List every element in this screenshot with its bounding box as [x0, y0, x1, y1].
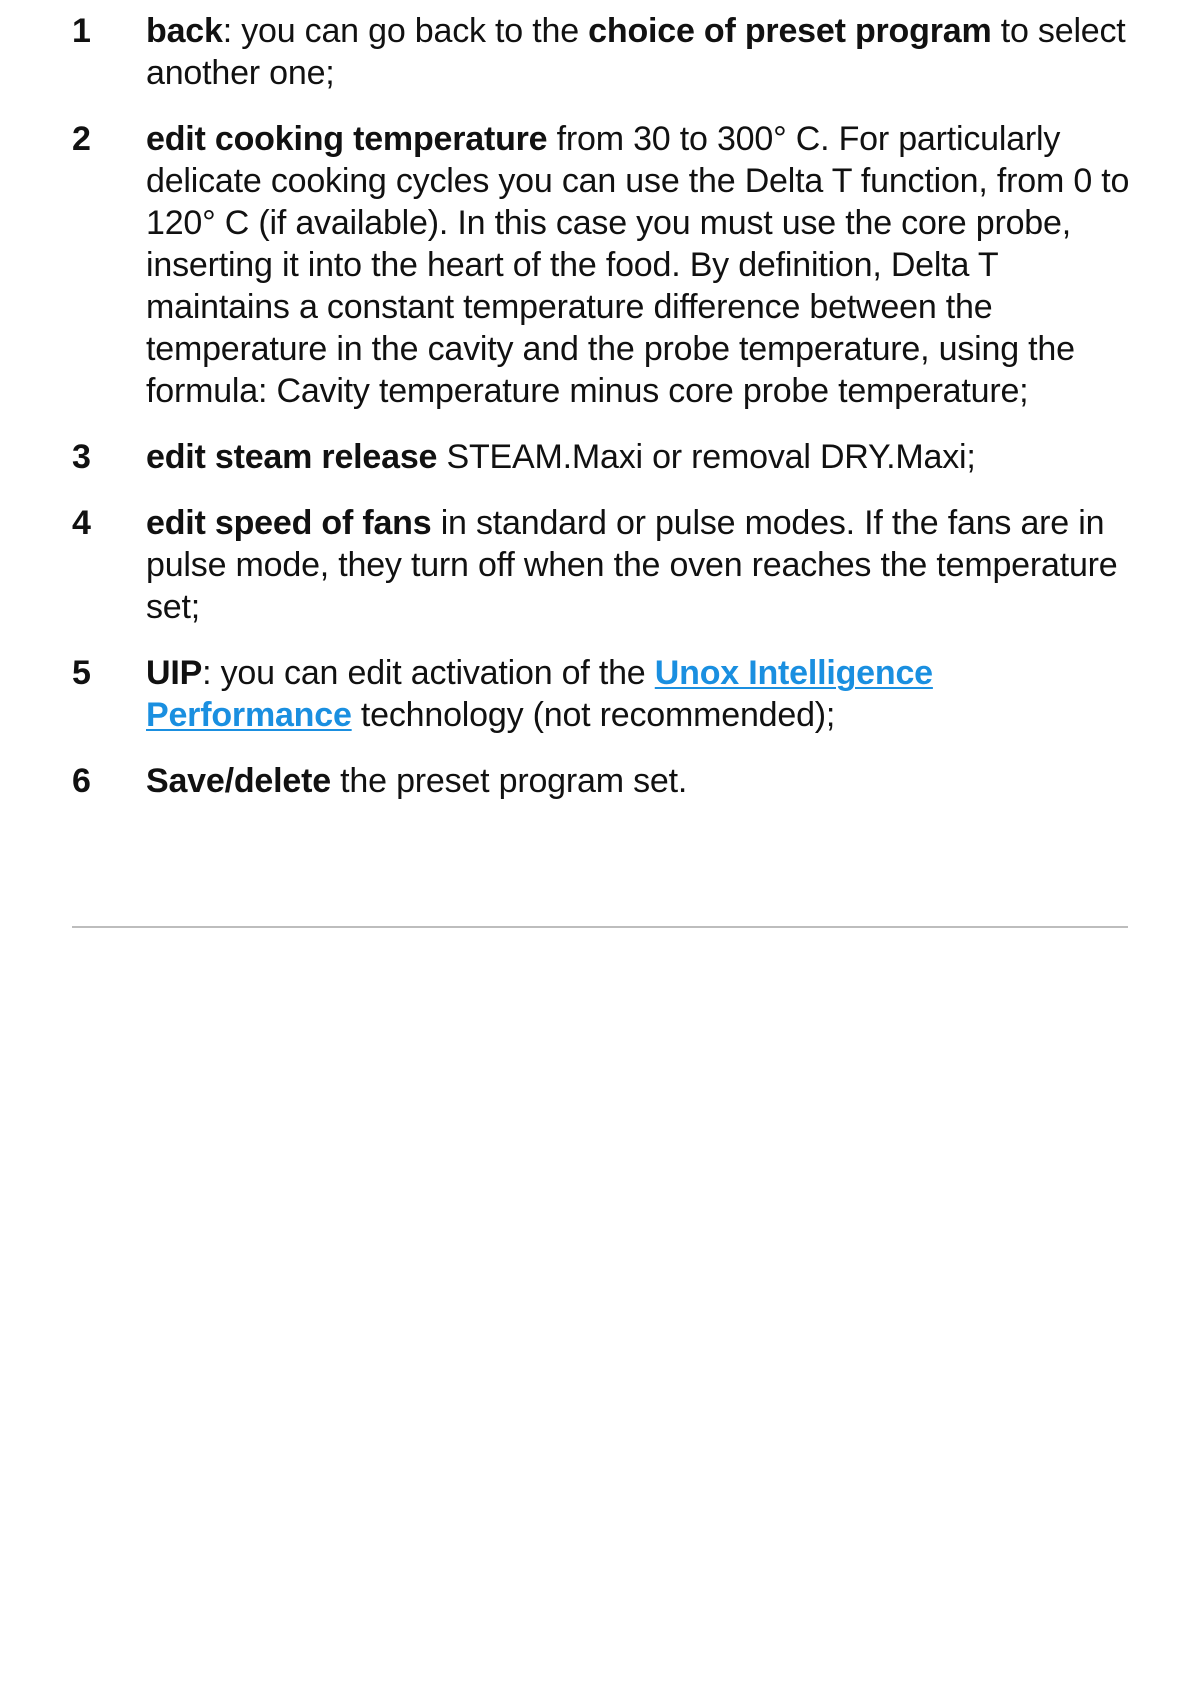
bold-term: edit steam release: [146, 438, 438, 476]
item-text: edit steam release STEAM.Maxi or removal DRY.Maxi;: [146, 438, 976, 476]
bold-term: UIP: [146, 654, 203, 692]
list-item: [72, 652, 1132, 736]
item-text: UIP: you can edit activation of the Unox Intelligence Performance technology (not recommended);: [146, 654, 933, 734]
list-item: [72, 502, 1132, 628]
bold-term: edit speed of fans: [146, 504, 432, 542]
list-item: [72, 10, 1132, 94]
list-item: [72, 436, 1132, 478]
item-text: edit cooking temperature from 30 to 300° C. For particularly delicate cooking cycles you can use the Delta T function, from 0 to 120° C (if available). In this case you must use the core probe, inserting it into the heart of the food. By definition, Delta T maintains a constant temperature difference between the temperature in the cavity and the probe temperature, using the formula: Cavity temperature minus core probe temperature;: [146, 120, 1130, 410]
preset-program-options-list: [72, 10, 1132, 826]
item-number: 6: [72, 762, 91, 800]
list-item: [72, 118, 1132, 412]
item-number: 5: [72, 654, 91, 692]
section-divider: [72, 926, 1128, 928]
bold-term: choice of preset program: [588, 12, 992, 50]
item-text: back: you can go back to the choice of preset program to select another one;: [146, 12, 1126, 92]
item-number: 4: [72, 504, 91, 542]
bold-term: Save/delete: [146, 762, 331, 800]
item-number: 1: [72, 12, 91, 50]
item-number: 2: [72, 120, 91, 158]
bold-term: edit cooking temperature: [146, 120, 548, 158]
item-text: edit speed of fans in standard or pulse modes. If the fans are in pulse mode, they turn off when the oven reaches the temperature set;: [146, 504, 1118, 626]
list-item: [72, 760, 1132, 802]
item-number: 3: [72, 438, 91, 476]
unox-intelligence-performance-link[interactable]: Unox Intelligence Performance: [146, 654, 933, 734]
bold-term: back: [146, 12, 223, 50]
item-text: Save/delete the preset program set.: [146, 762, 688, 800]
